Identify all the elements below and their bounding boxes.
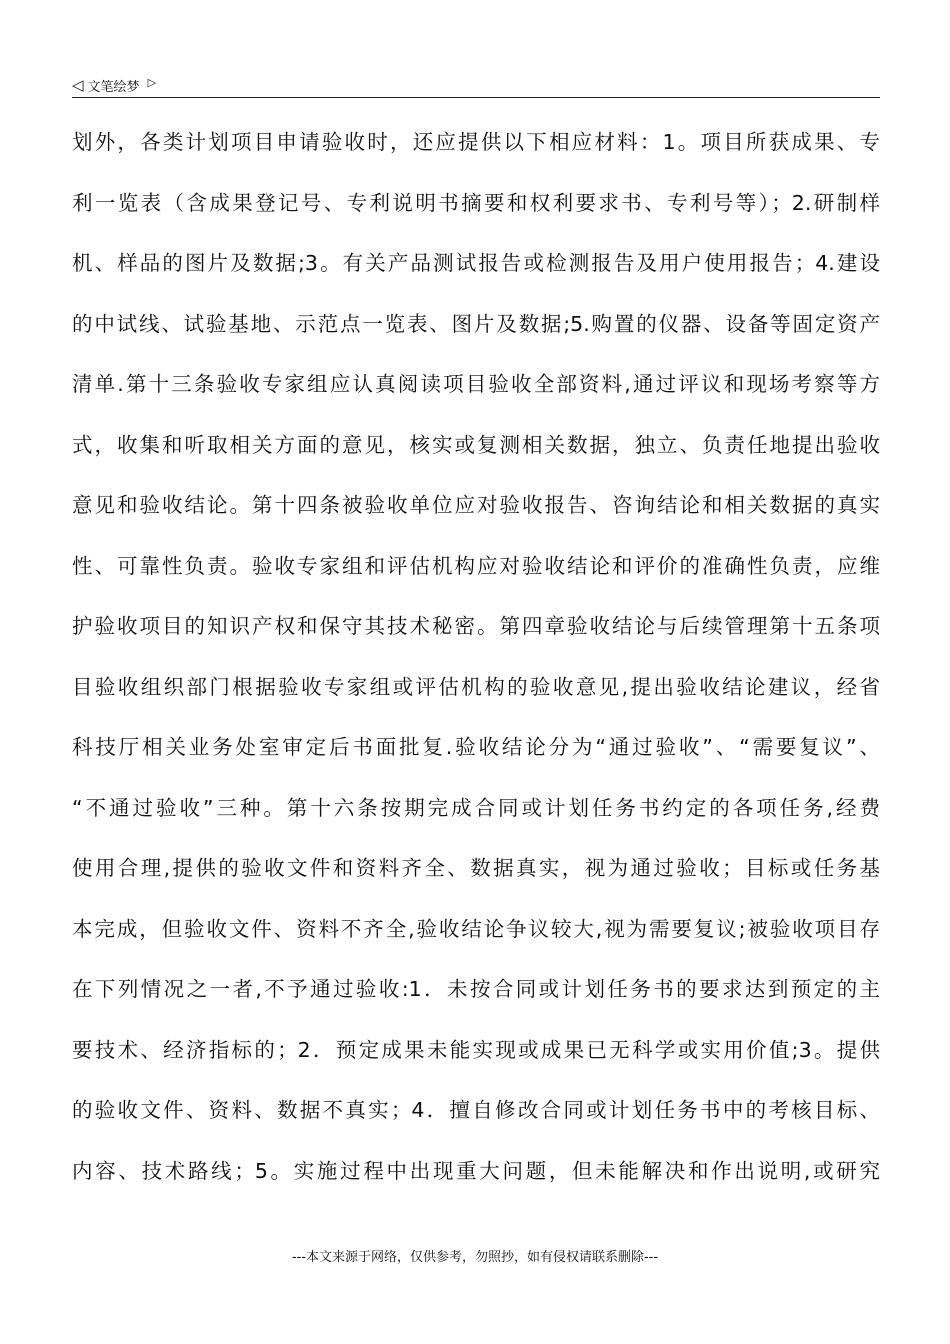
body-line: 护验收项目的知识产权和保守其技术秘密。第四章验收结论与后续管理第十五条项	[72, 614, 880, 638]
body-line: 清单.第十三条验收专家组应认真阅读项目验收全部资料,通过评议和现场考察等方	[72, 372, 880, 396]
body-line: 目验收组织部门根据验收专家组或评估机构的验收意见,提出验收结论建议，经省	[72, 674, 880, 699]
body-line: 利一览表（含成果登记号、专利说明书摘要和权利要求书、专利号等）；2.研制样	[72, 190, 880, 215]
body-line: 在下列情况之一者,不予通过验收:1．未按合同或计划任务书的要求达到预定的主	[72, 977, 880, 1001]
body-line: 科技厅相关业务处室审定后书面批复.验收结论分为“通过验收”、“需要复议”、	[72, 735, 880, 759]
page-header	[72, 74, 880, 96]
body-line: 划外，各类计划项目申请验收时，还应提供以下相应材料：1。项目所获成果、专	[72, 130, 880, 154]
body-line: 使用合理,提供的验收文件和资料齐全、数据真实，视为通过验收；目标或任务基	[72, 856, 880, 880]
body-line: 内容、技术路线；5。实施过程中出现重大问题，但未能解决和作出说明,或研究	[72, 1158, 880, 1183]
header-title: 文笔绘梦	[87, 79, 140, 95]
body-line: “不通过验收”三种。第十六条按期完成合同或计划任务书约定的各项任务,经费	[72, 795, 880, 820]
body-line: 机、样品的图片及数据;3。有关产品测试报告或检测报告及用户使用报告；4.建设	[72, 251, 880, 275]
document-body	[72, 122, 880, 1211]
body-line: 式，收集和听取相关方面的意见，核实或复测相关数据，独立、负责任地提出验收	[72, 432, 880, 457]
header-divider	[72, 97, 880, 98]
left-triangle-icon: ◁	[72, 75, 84, 94]
right-triangle-icon: ▷	[147, 75, 157, 89]
body-line: 性、可靠性负责。验收专家组和评估机构应对验收结论和评价的准确性负责，应维	[72, 553, 880, 578]
body-line: 意见和验收结论。第十四条被验收单位应对验收报告、咨询结论和相关数据的真实	[72, 493, 880, 517]
body-line: 的中试线、试验基地、示范点一览表、图片及数据;5.购置的仪器、设备等固定资产	[72, 311, 880, 336]
body-line: 要技术、经济指标的；2．预定成果未能实现或成果已无科学或实用价值;3。提供	[72, 1037, 880, 1062]
body-line: 的验收文件、资料、数据不真实；4．擅自修改合同或计划任务书中的考核目标、	[72, 1098, 880, 1122]
body-line: 本完成，但验收文件、资料不齐全,验收结论争议较大,视为需要复议;被验收项目存	[72, 916, 880, 941]
page-footer-disclaimer: ---本文来源于网络，仅供参考，勿照抄，如有侵权请联系删除---	[291, 1250, 659, 1265]
